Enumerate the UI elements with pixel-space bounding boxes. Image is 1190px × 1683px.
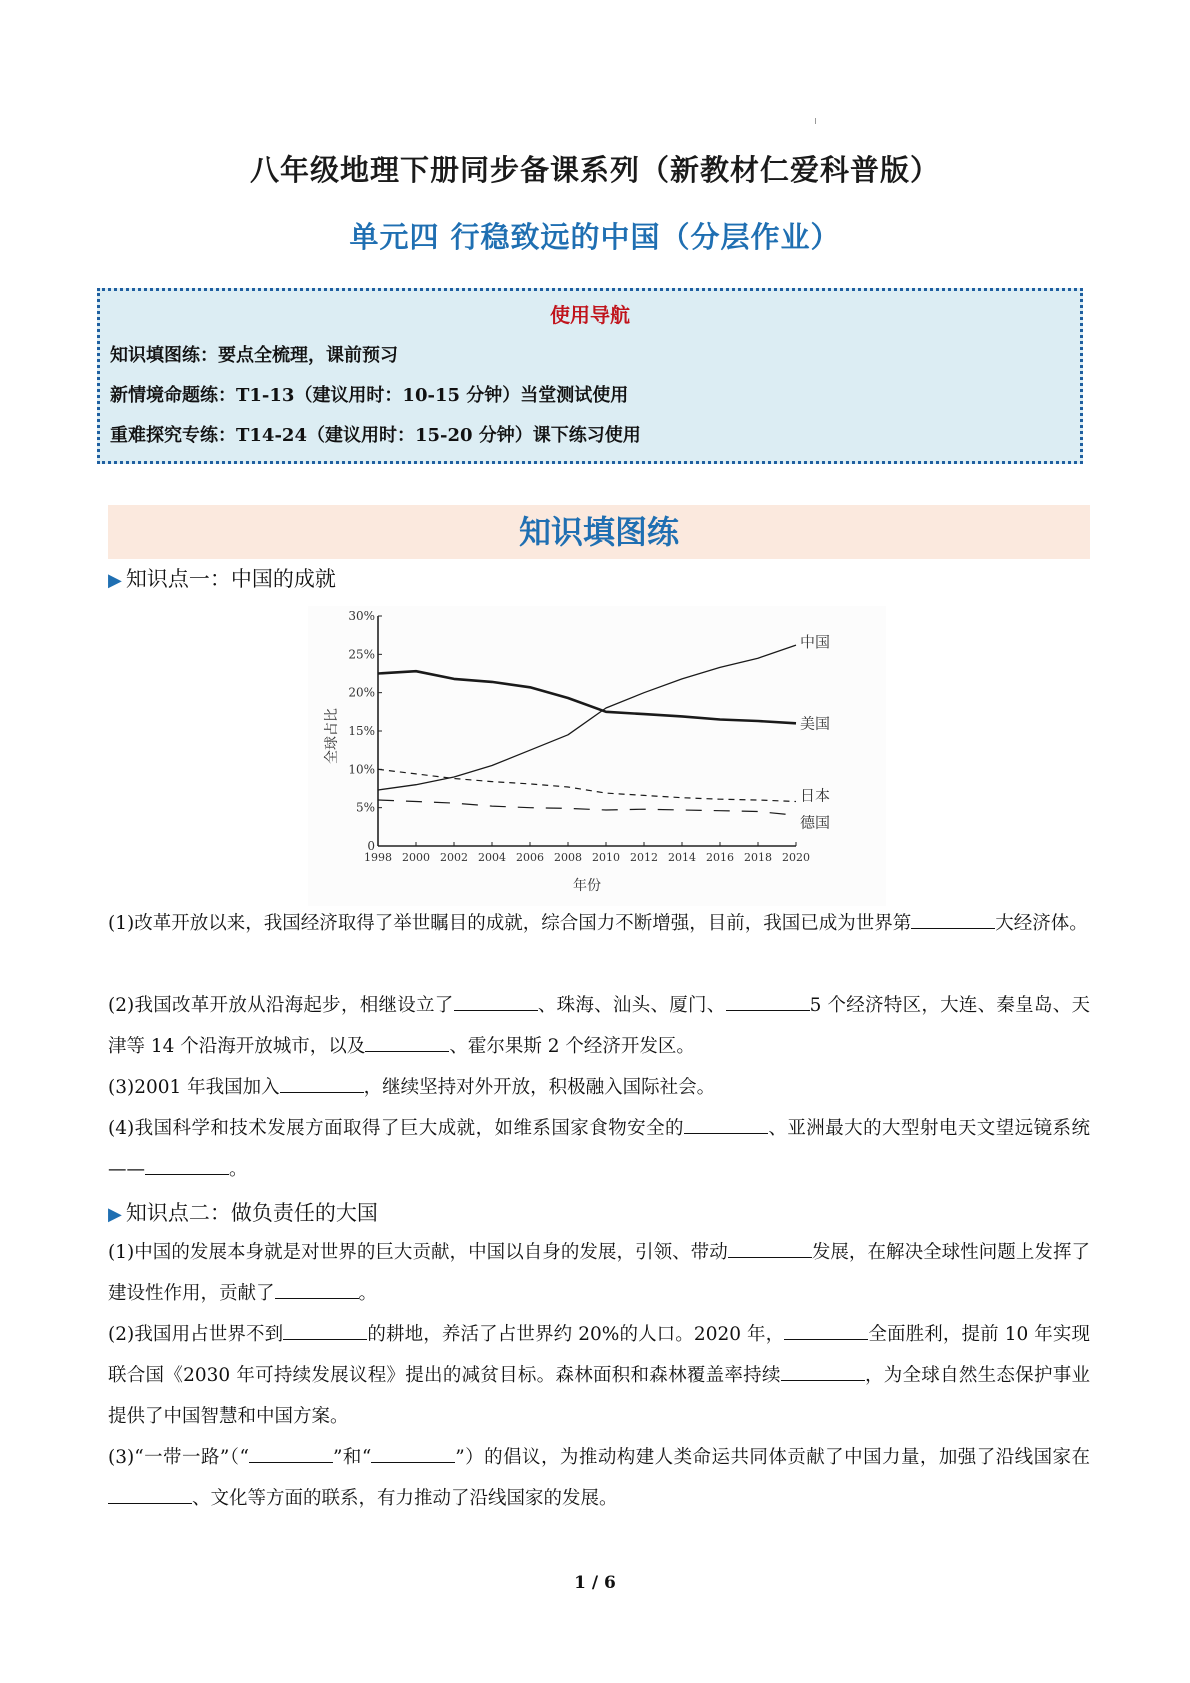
svg-text:2006: 2006 [516, 851, 544, 864]
svg-text:20%: 20% [348, 685, 375, 700]
svg-text:2012: 2012 [630, 851, 658, 864]
unit-subtitle: 单元四 行稳致远的中国（分层作业） [349, 220, 841, 254]
gdp-share-chart [308, 606, 886, 906]
svg-text:2000: 2000 [402, 851, 430, 864]
answer-blank[interactable] [145, 1156, 229, 1175]
svg-text:10%: 10% [348, 762, 375, 777]
kp1-question-3: (3)2001 年我国加入 ，继续坚持对外开放，积极融入国际社会。 [108, 1067, 1090, 1108]
page-number: 1 / 6 [574, 1573, 616, 1593]
usage-guide-title: 使用导航 [550, 303, 630, 327]
page-mark [815, 118, 816, 124]
section-banner [108, 505, 1090, 559]
kp2-question-3: (3)“一带一路”（“ ”和“ ”）的倡议，为推动构建人类命运共同体贡献了中国力量，加强了沿线国家在、文化等方面的联系，有力推动了沿线国家的发展。 [108, 1437, 1090, 1519]
guide-line-knowledge: 知识填图练：要点全梳理，课前预习 [110, 345, 398, 366]
svg-text:2016: 2016 [706, 851, 734, 864]
kp2-question-1: (1)中国的发展本身就是对世界的巨大贡献，中国以自身的发展，引领、带动 发展，在解决全球性问题上发挥了建设性作用，贡献了 。 [108, 1232, 1090, 1314]
knowledge-point-1-heading [108, 563, 336, 593]
answer-blank[interactable] [108, 1485, 192, 1504]
guide-line-advanced: 重难探究专练：T14-24（建议用时：15-20 分钟）课下练习使用 [110, 425, 641, 446]
answer-blank[interactable] [728, 1239, 812, 1258]
answer-blank[interactable] [283, 1321, 367, 1340]
guide-line-new-context: 新情境命题练：T1-13（建议用时：10-15 分钟）当堂测试使用 [110, 385, 629, 406]
usage-guide-box [97, 288, 1083, 464]
line-chart [308, 606, 886, 906]
answer-blank[interactable] [784, 1321, 868, 1340]
svg-text:2010: 2010 [592, 851, 620, 864]
svg-text:5%: 5% [355, 800, 375, 815]
knowledge-point-2-heading [108, 1197, 378, 1227]
svg-text:2014: 2014 [668, 851, 696, 864]
svg-text:30%: 30% [348, 609, 375, 623]
svg-text:1998: 1998 [364, 851, 392, 864]
triangle-bullet-icon: ▶ [108, 570, 122, 591]
answer-blank[interactable] [454, 992, 538, 1011]
answer-blank[interactable] [684, 1115, 768, 1134]
answer-blank[interactable] [365, 1033, 449, 1052]
answer-blank[interactable] [275, 1280, 359, 1299]
kp1-question-1: (1)改革开放以来，我国经济取得了举世瞩目的成就，综合国力不断增强，目前，我国已成为世界第 大经济体。 [108, 903, 1090, 944]
kp1-question-4: (4)我国科学和技术发展方面取得了巨大成就，如维系国家食物安全的 、亚洲最大的大型射电天文望远镜系统—— 。 [108, 1108, 1090, 1190]
svg-text:15%: 15% [348, 724, 375, 738]
svg-text:0: 0 [367, 839, 375, 853]
svg-text:美国: 美国 [800, 714, 831, 733]
kp2-heading-text: 知识点二：做负责任的大国 [125, 1201, 378, 1225]
answer-blank[interactable] [726, 992, 810, 1011]
triangle-bullet-icon: ▶ [108, 1204, 122, 1225]
svg-text:2018: 2018 [744, 851, 772, 864]
svg-text:2002: 2002 [440, 851, 468, 864]
answer-blank[interactable] [280, 1074, 364, 1093]
answer-blank[interactable] [781, 1362, 865, 1381]
svg-text:年份: 年份 [573, 878, 601, 894]
document-title: 八年级地理下册同步备课系列（新教材仁爱科普版） [249, 153, 940, 187]
kp1-question-2: (2)我国改革开放从沿海起步，相继设立了 、珠海、汕头、厦门、 5 个经济特区，大连、秦皇岛、天津等 14 个沿海开放城市，以及 、霍尔果斯 2 个经济开发区。 [108, 985, 1090, 1067]
kp1-heading-text: 知识点一：中国的成就 [125, 567, 336, 591]
svg-text:2020: 2020 [782, 851, 810, 864]
svg-text:日本: 日本 [800, 786, 831, 805]
svg-text:德国: 德国 [800, 813, 831, 832]
svg-text:全球占比: 全球占比 [324, 708, 340, 764]
answer-blank[interactable] [911, 910, 995, 929]
answer-blank[interactable] [249, 1444, 333, 1463]
kp2-question-2: (2)我国用占世界不到 的耕地，养活了占世界约 20%的人口。2020 年， 全面胜利，提前 10 年实现联合国《2030 年可持续发展议程》提出的减贫目标。森林面积和森林覆盖率持续 ，为全球自然生态保护事业提供了中国智慧和中国方案。 [108, 1314, 1090, 1437]
svg-text:中国: 中国 [800, 633, 831, 652]
answer-blank[interactable] [371, 1444, 455, 1463]
svg-text:25%: 25% [348, 647, 375, 662]
svg-text:2008: 2008 [554, 851, 582, 864]
svg-text:2004: 2004 [478, 851, 506, 864]
section-banner-title: 知识填图练 [518, 513, 679, 551]
